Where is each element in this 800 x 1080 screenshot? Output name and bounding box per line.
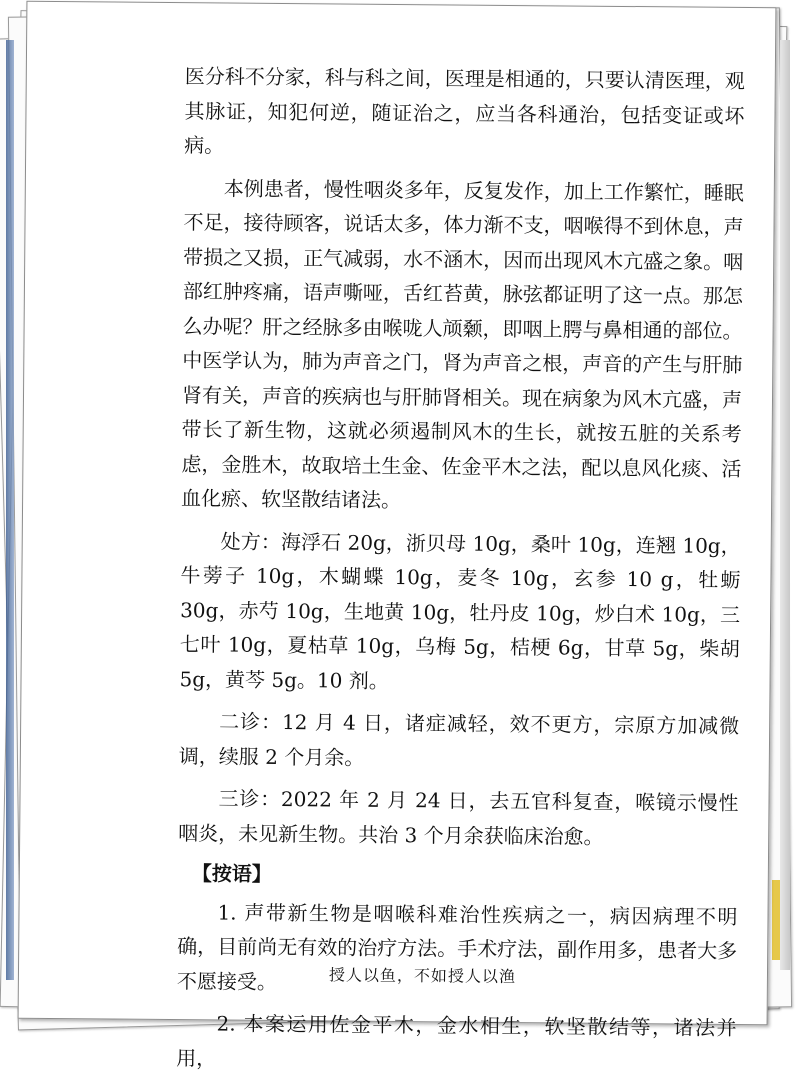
note-item: 2. 本案运用佐金平木，金水相生，软坚散结等，诸法并用， [176, 1011, 737, 1070]
paragraph-prescription: 处方：海浮石 20g，浙贝母 10g，桑叶 10g，连翘 10g，牛蒡子 10g，木蝴蝶 10g，麦冬 10g，玄参 10 g，牡蛎 30g，赤芍 10g，生地黄 10g，牡丹皮 10g，炒白术 10g，三七叶 10g，夏枯草 10g，乌梅 5g，桔梗 6g，甘草 5g，柴胡 5g，黄芩 5g。10 剂。 [179, 528, 741, 693]
paragraph-second-visit: 二诊：12 月 4 日，诸症减轻，效不更方，宗原方加减微调，续服 2 个月余。 [178, 709, 740, 770]
paragraph-case-analysis: 本例患者，慢性咽炎多年，反复发作，加上工作繁忙，睡眠不足，接待顾客，说话太多，体力渐不支，咽喉得不到休息，声带损之又损，正气减弱，水不涵木，因而出现风木亢盛之象。咽部红肿疼痛，语声嘶哑，舌红苔黄，脉弦都证明了这一点。那怎么办呢？肝之经脉多由喉咙人颃颡，即咽上腭与鼻相通的部位。中医学认为，肺为声音之门，肾为声音之根，声音的产生与肝肺肾有关，声音的疾病也与肝肺肾相关。现在病象为风木亢盛，声带长了新生物，这就必须遏制风木的生长，就按五脏的关系考虑，金胜木，故取培土生金、佐金平木之法，配以息风化痰、活血化瘀、软坚散结诸法。 [181, 175, 744, 513]
paragraph-continuation: 医分科不分家，科与科之间，医理是相通的，只要认清医理，观其脉证，知犯何逆，随证治之，应当各科通治，包括变证或坏病。 [184, 64, 745, 158]
page-stack-edge [780, 40, 790, 970]
book-cover-edge [6, 40, 14, 980]
page-content [176, 59, 745, 1080]
book-cover-corner [772, 880, 780, 960]
note-item: 1. 声带新生物是咽喉科难治性疾病之一，病因病理不明确，目前尚无有效的治疗方法。手术疗法，副作用多，患者大多不愿接受。 [176, 899, 738, 994]
section-heading: 【按语】 [191, 861, 272, 886]
book-page [18, 1, 777, 1070]
paragraph-third-visit: 三诊：2022 年 2 月 24 日，去五官科复查，喉镜示慢性咽炎，未见新生物。共治 3 个月余获临床治愈。 [178, 786, 739, 849]
page-footer: 授人以鱼，不如授人以渔 [328, 965, 517, 987]
